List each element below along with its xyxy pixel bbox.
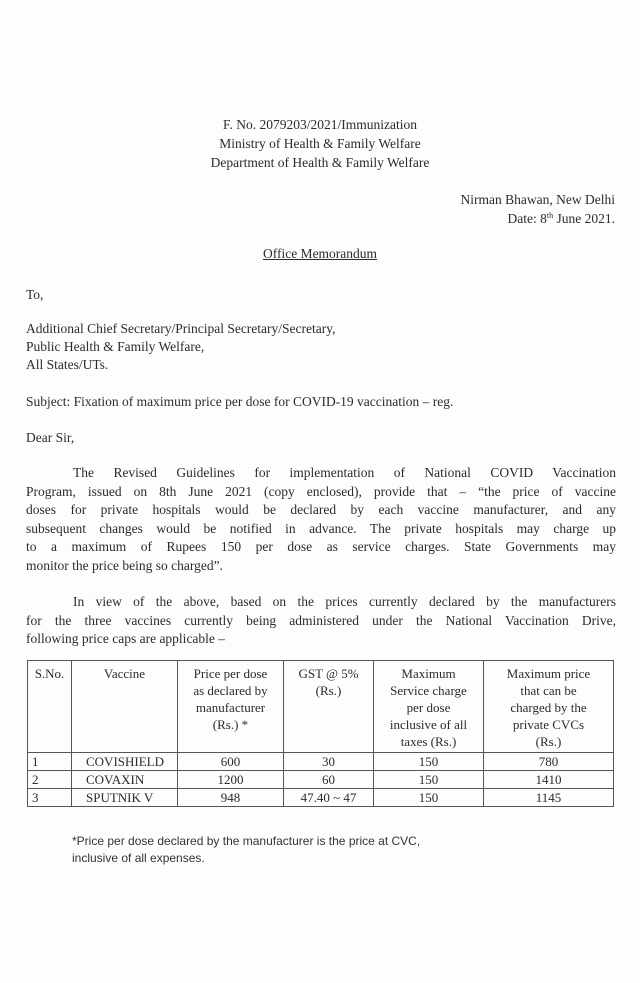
salutation: Dear Sir, bbox=[26, 430, 75, 445]
paragraph-line: The Revised Guidelines for implementation of National COVID Vaccination bbox=[73, 465, 616, 480]
cell-sno: 3 bbox=[28, 789, 72, 807]
cell-manufacturer-price: 600 bbox=[178, 753, 284, 771]
cell-service-charge: 150 bbox=[374, 753, 484, 771]
addressee-line: Public Health & Family Welfare, bbox=[26, 339, 205, 354]
cell-sno: 2 bbox=[28, 771, 72, 789]
header-max-price: Maximum price that can be charged by the private CVCs (Rs.) bbox=[484, 661, 614, 753]
paragraph-2 bbox=[26, 593, 616, 649]
table-row bbox=[28, 789, 614, 807]
cell-max-price: 780 bbox=[484, 753, 614, 771]
table-row bbox=[28, 753, 614, 771]
to-line: To, bbox=[26, 287, 44, 302]
footnote bbox=[72, 833, 420, 867]
cell-vaccine: COVAXIN bbox=[72, 771, 178, 789]
cell-vaccine: SPUTNIK V bbox=[72, 789, 178, 807]
date: Date: 8th June 2021. bbox=[507, 211, 615, 226]
paragraph-line: to a maximum of Rupees 150 per dose as service charges. State Governments may bbox=[26, 539, 616, 554]
cell-service-charge: 150 bbox=[374, 771, 484, 789]
paragraph-1 bbox=[26, 464, 616, 575]
cell-max-price: 1145 bbox=[484, 789, 614, 807]
cell-sno: 1 bbox=[28, 753, 72, 771]
place: Nirman Bhawan, New Delhi bbox=[460, 192, 615, 207]
subject-line: Subject: Fixation of maximum price per dose for COVID-19 vaccination – reg. bbox=[26, 394, 454, 409]
cell-vaccine: COVISHIELD bbox=[72, 753, 178, 771]
paragraph-line: doses for private hospitals would be declared by each vaccine manufacturer, and any bbox=[26, 502, 616, 517]
cell-gst: 60 bbox=[284, 771, 374, 789]
header-gst: GST @ 5% (Rs.) bbox=[284, 661, 374, 753]
department-name: Department of Health & Family Welfare bbox=[210, 155, 430, 170]
paragraph-line: monitor the price being so charged”. bbox=[26, 557, 223, 573]
cell-service-charge: 150 bbox=[374, 789, 484, 807]
table-row bbox=[28, 771, 614, 789]
addressee-line: Additional Chief Secretary/Principal Secretary/Secretary, bbox=[26, 321, 336, 336]
cell-manufacturer-price: 948 bbox=[178, 789, 284, 807]
cell-gst: 47.40 ~ 47 bbox=[284, 789, 374, 807]
footnote-line: *Price per dose declared by the manufacturer is the price at CVC, bbox=[72, 834, 421, 848]
paragraph-line: following price caps are applicable – bbox=[26, 631, 226, 646]
cell-manufacturer-price: 1200 bbox=[178, 771, 284, 789]
addressee-line: All States/UTs. bbox=[26, 357, 109, 372]
header-sno: S.No. bbox=[28, 661, 72, 753]
letterhead bbox=[0, 115, 640, 172]
paragraph-line: for the three vaccines currently being administered under the National Vaccination Drive, bbox=[26, 612, 616, 628]
header-vaccine: Vaccine bbox=[72, 661, 178, 753]
cell-gst: 30 bbox=[284, 753, 374, 771]
paragraph-line: In view of the above, based on the prices currently declared by the manufacturers bbox=[73, 594, 616, 609]
header-manufacturer-price: Price per dose as declared by manufacturer (Rs.) * bbox=[178, 661, 284, 753]
place-date-block bbox=[461, 190, 615, 228]
memo-title: Office Memorandum bbox=[262, 246, 378, 261]
price-cap-table bbox=[27, 660, 614, 807]
header-service-charge: Maximum Service charge per dose inclusive of all taxes (Rs.) bbox=[374, 661, 484, 753]
ministry-name: Ministry of Health & Family Welfare bbox=[219, 136, 421, 151]
paragraph-line: subsequent changes would be notified in advance. The private hospitals may charge up bbox=[26, 520, 616, 536]
table-header-row bbox=[28, 661, 614, 753]
footnote-line: inclusive of all expenses. bbox=[72, 851, 205, 865]
file-number: F. No. 2079203/2021/Immunization bbox=[223, 117, 417, 132]
cell-max-price: 1410 bbox=[484, 771, 614, 789]
addressee-block bbox=[26, 320, 336, 374]
paragraph-line: Program, issued on 8th June 2021 (copy enclosed), provide that – “the price of vaccine bbox=[26, 483, 616, 499]
